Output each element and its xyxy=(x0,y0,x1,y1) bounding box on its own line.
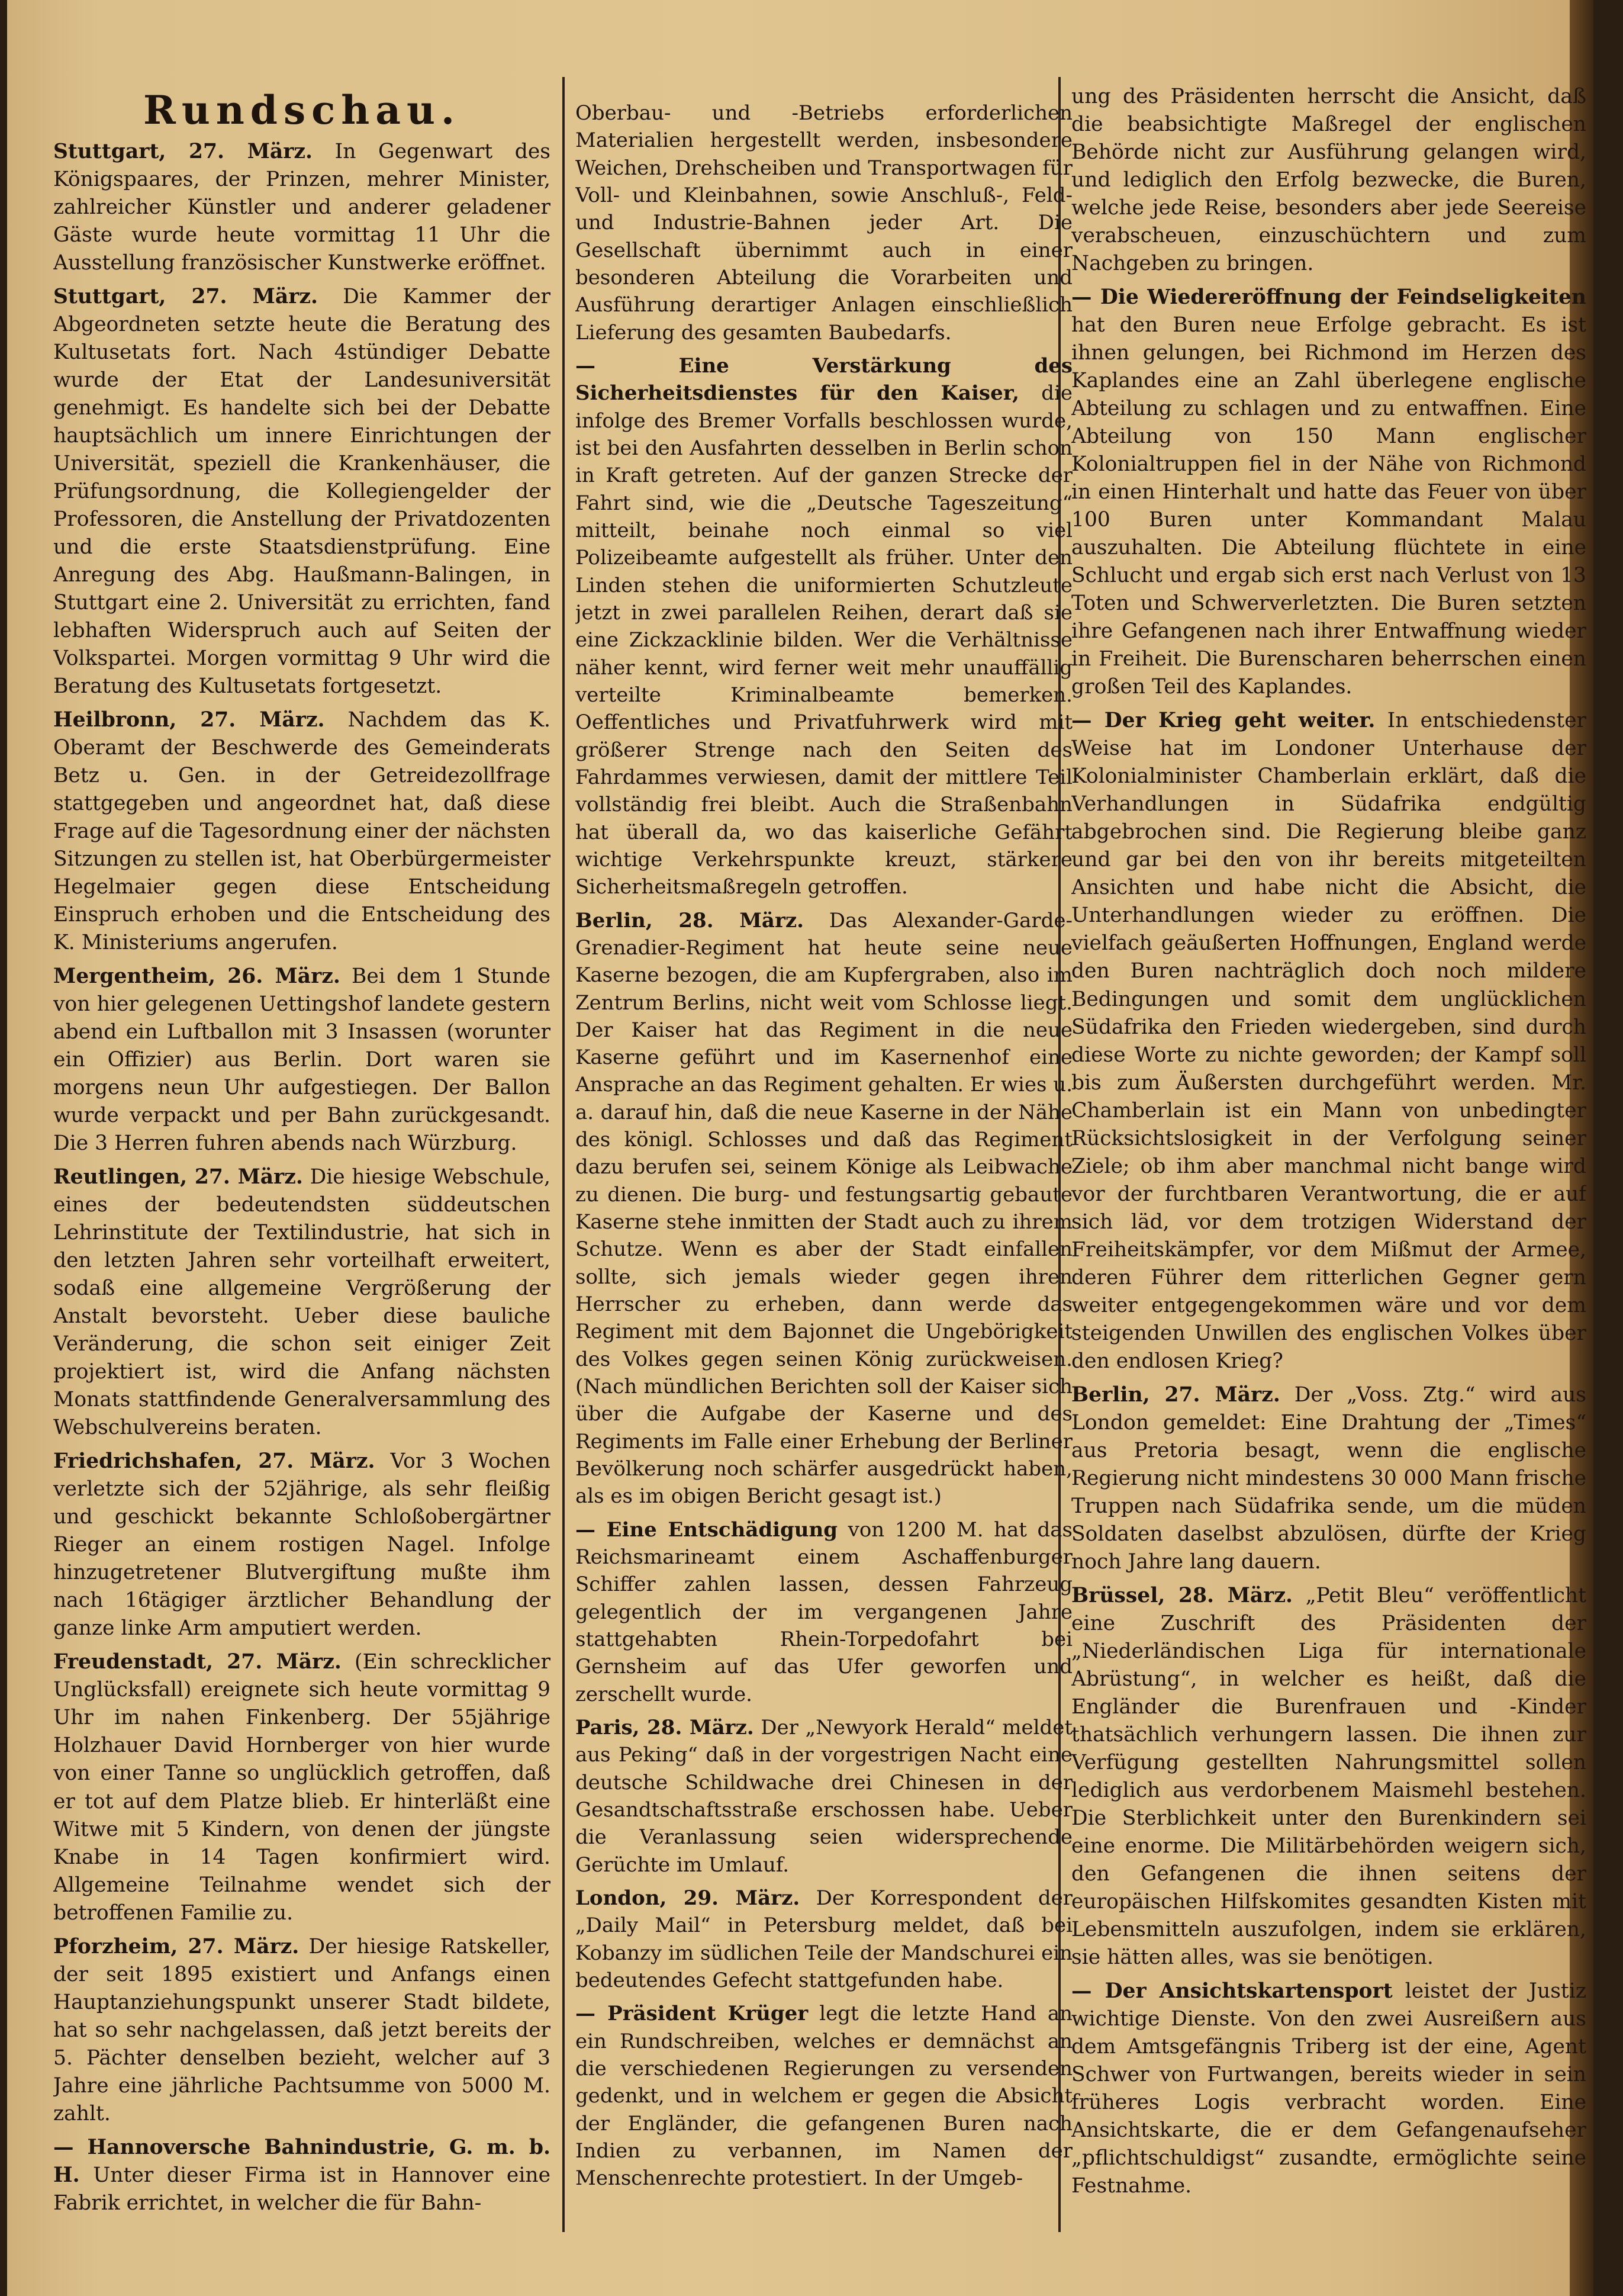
article-dateline: Stuttgart, 27. März. xyxy=(53,284,318,308)
newspaper-page xyxy=(7,0,1593,2296)
article-body: von 1200 M. hat das Reichsmarineamt einem Aschaffenburger Schiffer zahlen lassen, dessen Fahrzeug gelegentlich der im vergangenen Jahre stattgehabten Rhein-Torpedofahrt bei Gernsheim auf das Ufer geworfen und zerschellt wurde. xyxy=(575,1517,1073,1706)
article-dateline: Friedrichshafen, 27. März. xyxy=(53,1449,375,1474)
article-body: hat den Buren neue Erfolge gebracht. Es ist ihnen gelungen, bei Richmond im Herzen des Kaplandes eine an Zahl überlegene englische Abteilung zu schlagen und zu entwaffnen. Eine Abteilung von 150 Mann englischer Kolonialtruppen fiel in der Nähe von Richmond in einen Hinterhalt und hatte das Feuer von über 100 Buren unter Kommandant Malau auszuhalten. Die Abteilung flüchtete in eine Schlucht und ergab sich erst nach Verlust von 13 Toten und Schwerverletzten. Die Buren setzten ihre Gefangenen nach ihrer Entwaffnung wieder in Freiheit. Die Burenscharen beherrschen einen großen Teil des Kaplandes. xyxy=(1071,313,1586,699)
article-dateline: Mergentheim, 26. März. xyxy=(53,964,340,989)
section-title: Rundschau. xyxy=(143,89,461,133)
article-dateline: Berlin, 27. März. xyxy=(1071,1382,1280,1407)
news-article xyxy=(575,907,1073,1510)
news-article xyxy=(575,1714,1073,1879)
article-dateline: — Eine Verstärkung des Sicherheitsdienstes für den Kaiser, xyxy=(575,353,1073,406)
article-dateline: Paris, 28. März. xyxy=(575,1716,754,1740)
article-body: Der „Voss. Ztg.“ wird aus London gemeldet: Eine Drahtung der „Times“ aus Pretoria besagt, wenn die englische Regierung nicht mindestens 30 000 Mann frische Truppen nach Südafrika sende, um die müden Soldaten daselbst abzulösen, dürfte der Krieg noch Jahre lang dauern. xyxy=(1071,1382,1586,1574)
article-dateline: — Präsident Krüger xyxy=(575,2002,809,2026)
news-article xyxy=(53,1163,550,1442)
news-article xyxy=(53,1448,550,1642)
article-dateline: Freudenstadt, 27. März. xyxy=(53,1650,342,1674)
article-dateline: Heilbronn, 27. März. xyxy=(53,708,325,732)
article-body: Der Korrespondent der „Daily Mail“ in Petersburg meldet, daß bei Kobanzy im südlichen Teile der Mandschurei ein bedeutendes Gefecht stattgefunden habe. xyxy=(575,1886,1073,1992)
news-article xyxy=(575,99,1073,346)
article-dateline: — Eine Entschädigung xyxy=(575,1517,838,1542)
news-article xyxy=(53,283,550,700)
article-body: „Petit Bleu“ veröffentlicht eine Zuschrift des Präsidenten der „Niederländischen Liga für internationale Abrüstung“, in welcher es heißt, daß die Engländer die Burenfrauen und -Kinder thatsächlich verhungern lassen. Die ihnen zur Verfügung gestellten Nahrungsmittel sollen lediglich aus verdorbenem Maismehl bestehen. Die Sterblichkeit unter den Burenkindern sei eine enorme. Die Militärbehörden weigern sich, den Gefangenen die ihnen seitens der europäischen Hilfskomites gesandten Kisten mit Lebensmitteln auszufolgen, indem sie erklären, sie hätten alles, was sie benötigen. xyxy=(1071,1583,1586,1970)
article-body: Der hiesige Ratskeller, der seit 1895 existiert und Anfangs einen Hauptanziehungspunkt unserer Stadt bildete, hat so sehr nachgelassen, daß jetzt bereits der 5. Pächter denselben bezieht, welcher auf 3 Jahre eine jährliche Pachtsumme von 5000 M. zahlt. xyxy=(53,1934,550,2125)
article-body: Bei dem 1 Stunde von hier gelegenen Uettingshof landete gestern abend ein Luftballon mit 3 Insassen (worunter ein Offizier) aus Berlin. Dort waren sie morgens neun Uhr aufgestiegen. Der Ballon wurde verpackt und per Bahn zurückgesandt. Die 3 Herren fuhren abends nach Würzburg. xyxy=(53,964,550,1156)
column-1 xyxy=(53,89,550,2238)
article-dateline: Stuttgart, 27. März. xyxy=(53,139,313,163)
column-rule xyxy=(562,77,565,2232)
article-body: Die Kammer der Abgeordneten setzte heute die Beratung des Kultusetats fort. Nach 4stündiger Debatte wurde der Etat der Landesuniversität genehmigt. Es handelte sich bei der Debatte hauptsächlich um innere Einrichtungen der Universität, speziell die Krankenhäuser, die Prüfungsordnung, die Kollegiengelder der Professoren, die Anstellung der Privatdozenten und die erste Staatsdienstprüfung. Eine Anregung des Abg. Haußmann-Balingen, in Stuttgart eine 2. Universität zu errichten, fand lebhaften Widerspruch auch auf Seiten der Volkspartei. Morgen vormittag 9 Uhr wird die Beratung des Kultusetats fortgesetzt. xyxy=(53,284,550,698)
article-dateline: — Der Ansichtskartensport xyxy=(1071,1979,1393,2004)
article-body: ung des Präsidenten herrscht die Ansicht, daß die beabsichtigte Maßregel der englischen Behörde nicht zur Ausführung gelangen wird, und lediglich den Erfolg bezwecke, die Buren, welche jede Reise, besonders aber jede Seereise verabscheuen, einzuschüchtern und zum Nachgeben zu bringen. xyxy=(1071,85,1586,276)
article-body: Nachdem das K. Oberamt der Beschwerde des Gemeinderats Betz u. Gen. in der Getreidezollfrage stattgegeben und angeordnet hat, daß diese Frage auf die Tagesordnung einer der nächsten Sitzungen zu stellen ist, hat Oberbürgermeister Hegelmaier gegen diese Entscheidung Einspruch erhoben und die Entscheidung des K. Ministeriums angerufen. xyxy=(53,708,550,955)
article-dateline: London, 29. März. xyxy=(575,1886,800,1910)
article-body: leistet der Justiz wichtige Dienste. Von den zwei Ausreißern aus dem Amtsgefängnis Triberg ist der eine, Agent Schwer von Furtwangen, bereits wieder in sein früheres Logis verbracht worden. Eine Ansichtskarte, die er dem Gefangenaufseher „pflichtschuldigst“ zusandte, ermöglichte seine Festnahme. xyxy=(1071,1979,1586,2198)
article-body: Die hiesige Webschule, eines der bedeutendsten süddeutschen Lehrinstitute der Textilindustrie, hat sich in den letzten Jahren sehr vorteilhaft erweitert, sodaß eine allgemeine Vergrößerung der Anstalt bevorsteht. Ueber diese bauliche Veränderung, die schon seit einiger Zeit projektiert ist, wird die Anfang nächsten Monats stattfindende Generalversammlung des Webschulvereins beraten. xyxy=(53,1165,550,1440)
news-article xyxy=(53,2134,550,2217)
news-article xyxy=(1071,1381,1586,1576)
news-article xyxy=(575,2000,1073,2192)
article-body: Oberbau- und -Betriebs erforderlichen Materialien hergestellt werden, insbesondere Weichen, Drehscheiben und Transportwagen für Voll- und Kleinbahnen, sowie Anschluß-, Feld- und Industrie-Bahnen jeder Art. Die Gesellschaft übernimmt auch in einer besonderen Abteilung die Vorarbeiten und Ausführung derartiger Anlagen einschließlich Lieferung des gesamten Baubedarfs. xyxy=(575,101,1073,345)
news-article xyxy=(575,1885,1073,1994)
article-dateline: Pforzheim, 27. März. xyxy=(53,1934,300,1959)
news-article xyxy=(53,706,550,957)
article-body: Vor 3 Wochen verletzte sich der 52jährige, als sehr fleißig und geschickt bekannte Schloßobergärtner Rieger an einem rostigen Nagel. Infolge hinzugetretener Blutvergiftung mußte ihm nach 16tägiger ärztlicher Behandlung der ganze linke Arm amputiert werden. xyxy=(53,1449,550,1641)
news-article xyxy=(575,352,1073,901)
news-article xyxy=(53,1933,550,2128)
news-article xyxy=(53,138,550,277)
article-body: In Gegenwart des Königspaares, der Prinzen, mehrer Minister, zahlreicher Künstler und anderer geladener Gäste wurde heute vormittag 11 Uhr die Ausstellung französischer Kunstwerke eröffnet. xyxy=(53,139,550,275)
article-dateline: Brüssel, 28. März. xyxy=(1071,1583,1293,1607)
article-dateline: Reutlingen, 27. März. xyxy=(53,1165,303,1189)
article-body: legt die letzte Hand an ein Rundschreiben, welches er demnächst an die verschiedenen Regierungen zu versenden gedenkt, und in welchem er gegen die Absicht der Engländer, die gefangenen Buren nach Indien zu verbannen, im Namen der Menschenrechte protestiert. In der Umgeb- xyxy=(575,2002,1073,2191)
article-body: Unter dieser Firma ist in Hannover eine Fabrik errichtet, in welcher die für Bahn- xyxy=(53,2163,550,2215)
news-article xyxy=(1071,1582,1586,1972)
article-body: Der „Newyork Herald“ meldet aus Peking“ daß in der vorgestrigen Nacht eine deutsche Schildwache drei Chinesen in der Gesandtschaftsstraße erschossen habe. Ueber die Veranlassung seien widersprechende Gerüchte im Umlauf. xyxy=(575,1716,1073,1877)
article-dateline: — Die Wiedereröffnung der Feindseligkeiten xyxy=(1071,285,1586,310)
article-body: In entschiedenster Weise hat im Londoner Unterhause der Kolonialminister Chamberlain erklärt, daß die Verhandlungen in Südafrika endgültig abgebrochen sind. Die Regierung bleibe ganz und gar bei den von ihr bereits mitgeteilten Ansichten und habe nicht die Absicht, die Unterhandlungen wieder zu eröffnen. Die vielfach geäußerten Hoffnungen, England werde den Buren nachträglich doch noch mildere Bedingungen und somit dem unglücklichen Südafrika den Frieden wiedergeben, sind durch diese Worte zu nichte geworden; der Kampf soll bis zum Äußersten durchgeführt werden. Mr. Chamberlain ist ein Mann von unbedingter Rücksichtslosigkeit in der Verfolgung seiner Ziele; ob ihm aber manchmal nicht bange wird vor der furchtbaren Verantwortung, die er auf sich läd, vor dem trotzigen Widerstand der Freiheitskämpfer, vor dem Mißmut der Armee, deren Führer dem ritterlichen Gegner gern weiter entgegengekommen wäre und vor dem steigenden Unwillen des englischen Volkes über den endlosen Krieg? xyxy=(1071,709,1586,1373)
article-dateline: — Der Krieg geht weiter. xyxy=(1071,709,1376,733)
news-article xyxy=(1071,83,1586,278)
column-3 xyxy=(1071,83,1586,2232)
column-2 xyxy=(575,99,1073,2249)
news-article xyxy=(1071,284,1586,701)
article-body: die infolge des Bremer Vorfalls beschlossen wurde, ist bei den Ausfahrten desselben in Berlin schon in Kraft getreten. Auf der ganzen Strecke der Fahrt sind, wie die „Deutsche Tageszeitung“ mitteilt, beinahe noch einmal so viel Polizeibeamte aufgestellt als früher. Unter den Linden stehen die uniformierten Schutzleute jetzt in zwei parallelen Reihen, derart daß sie eine Zickzacklinie bilden. Wer die Verhältnisse näher kennt, wird ferner weit mehr unauffällig verteilte Kriminalbeamte bemerken. Oeffentliches und Privatfuhrwerk wird mit größerer Strenge nach den Seiten des Fahrdammes verwiesen, damit der mittlere Teil vollständig frei bleibt. Auch die Straßenbahn hat überall da, wo das kaiserliche Gefährt wichtige Verkehrspunkte kreuzt, stärkere Sicherheitsmaßregeln getroffen. xyxy=(575,381,1073,899)
news-article xyxy=(1071,707,1586,1375)
news-article xyxy=(1071,1977,1586,2200)
news-article xyxy=(53,963,550,1157)
news-article xyxy=(53,1648,550,1927)
article-dateline: — Hannoversche Bahnindustrie, G. m. b. H. xyxy=(53,2135,550,2187)
article-body: Das Alexander-Garde-Grenadier-Regiment hat heute seine neue Kaserne bezogen, die am Kupfergraben, also im Zentrum Berlins, nicht weit vom Schlosse liegt. Der Kaiser hat das Regiment in die neue Kaserne geführt und im Kasernenhof eine Ansprache an das Regiment gehalten. Er wies u. a. darauf hin, daß die neue Kaserne in der Nähe des königl. Schlosses und daß das Regiment dazu berufen sei, seinem Könige als Leibwache zu dienen. Die burg- und festungsartig gebaute Kaserne stehe inmitten der Stadt auch zu ihrem Schutze. Wenn es aber der Stadt einfallen sollte, sich jemals wieder gegen ihren Herrscher zu erheben, dann werde das Regiment mit dem Bajonnet die Ungebörigkeit des Volkes gegen seinen König zurückweisen. (Nach mündlichen Berichten soll der Kaiser sich über die Aufgabe der Kaserne und des Regiments im Falle einer Erhebung der Berliner Bevölkerung noch schärfer ausgedrückt haben, als es im obigen Bericht gesagt ist.) xyxy=(575,908,1073,1509)
article-dateline: Berlin, 28. März. xyxy=(575,908,804,932)
news-article xyxy=(575,1516,1073,1708)
article-body: (Ein schrecklicher Unglücksfall) ereignete sich heute vormittag 9 Uhr im nahen Finkenberg. Der 55jährige Holzhauer David Hornberger von hier wurde von einer Tanne so unglücklich getroffen, daß er tot auf dem Platze blieb. Er hinterläßt eine Witwe mit 5 Kindern, von denen der jüngste Knabe in 14 Tagen konfirmiert wird. Allgemeine Teilnahme wendet sich der betroffenen Familie zu. xyxy=(53,1650,550,1925)
